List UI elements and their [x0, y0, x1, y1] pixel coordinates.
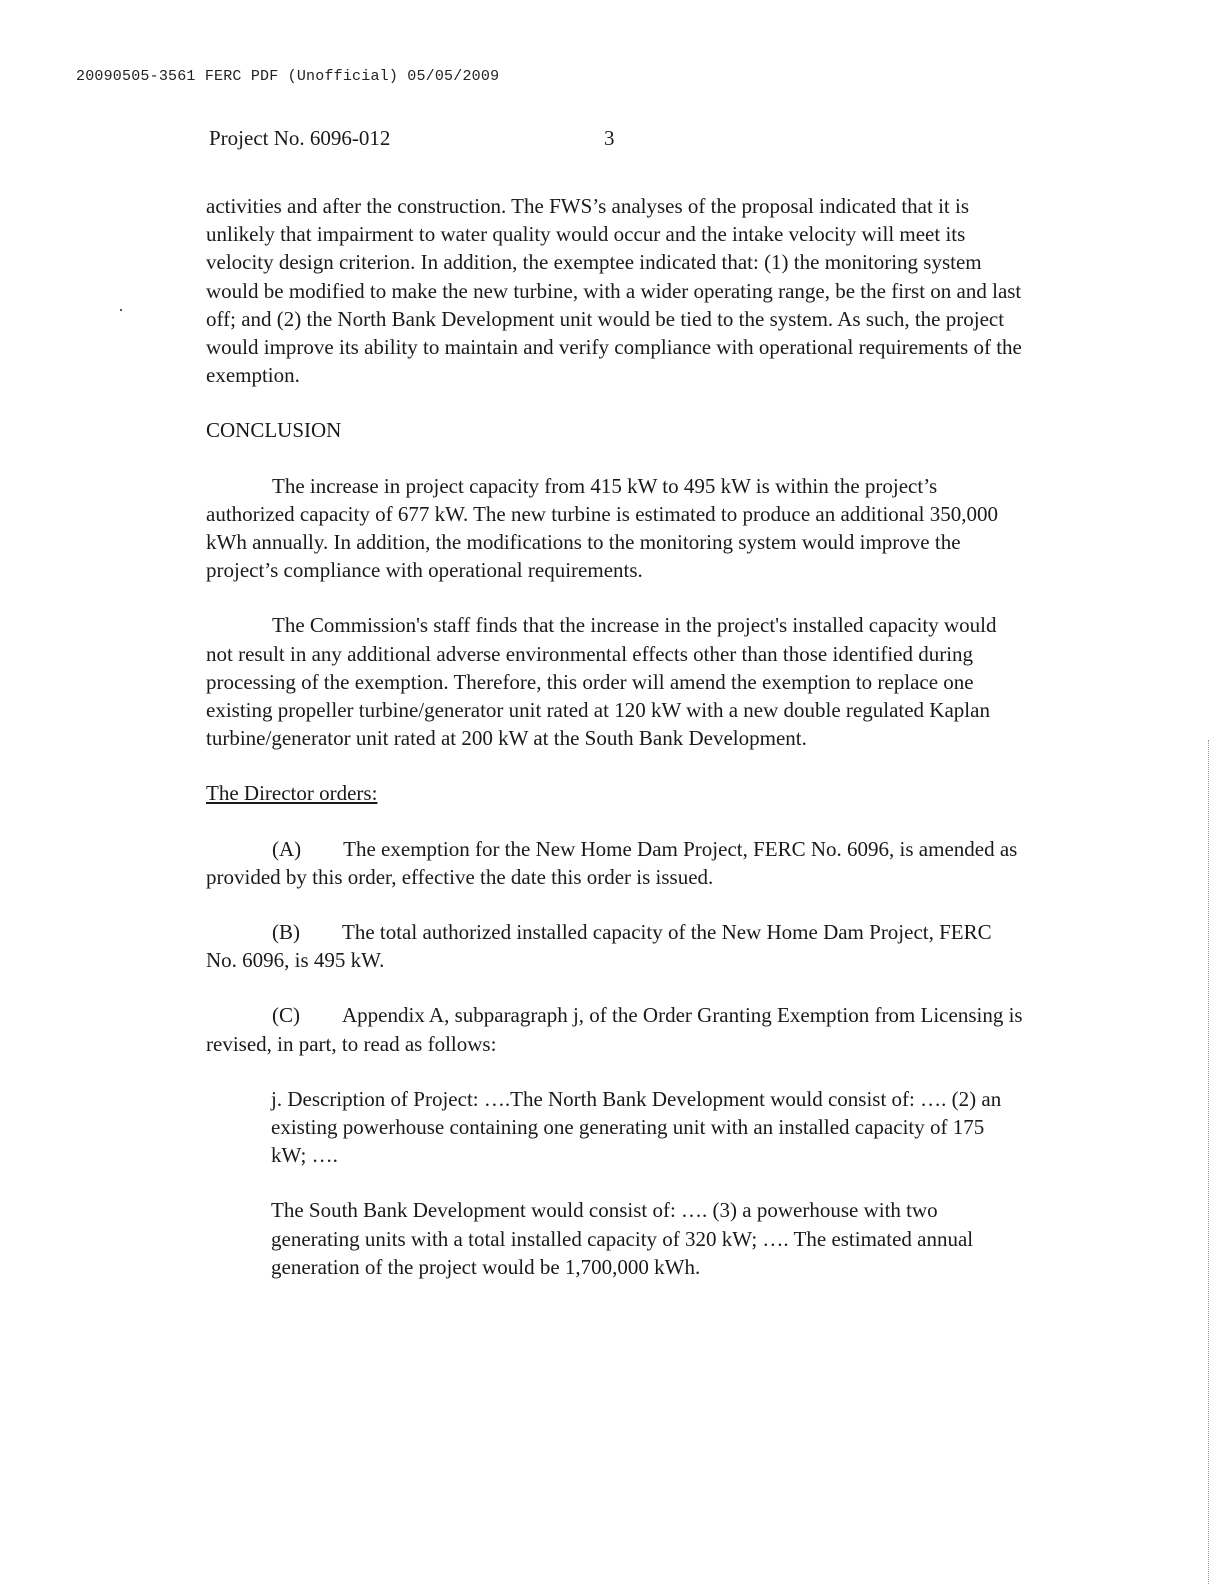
- quote-south-bank: The South Bank Development would consist of: …. (3) a powerhouse with two generating units with a total installed capacity of 320 kW; …. The estimated annual generation of the project would be 1,700,000 kWh.: [271, 1198, 974, 1279]
- document-body: [206, 192, 1026, 1281]
- scan-edge-line: [1208, 740, 1210, 1584]
- conclusion-heading: CONCLUSION: [206, 418, 342, 443]
- page-header: [209, 126, 629, 151]
- order-c: (C) Appendix A, subparagraph j, of the Order Granting Exemption from Licensing is revised, in part, to read as follows:: [206, 1003, 1023, 1056]
- page-number: 3: [604, 126, 615, 150]
- paragraph-findings: The Commission's staff finds that the increase in the project's installed capacity would not result in any additional adverse environmental effects other than those identified during processing of the exemption. Therefore, this order will amend the exemption to replace one existing propeller turbine/generator unit rated at 120 kW with a new double regulated Kaplan turbine/generator unit rated at 200 kW at the South Bank Development.: [206, 613, 997, 751]
- paragraph-capacity: The increase in project capacity from 415 kW to 495 kW is within the project’s authorized capacity of 677 kW. The new turbine is estimated to produce an additional 350,000 kWh annually. In addition, the modifications to the monitoring system would improve the project’s compliance with operational requirements.: [206, 473, 998, 583]
- orders-heading: The Director orders:: [206, 781, 378, 806]
- scan-speck: [120, 309, 122, 311]
- order-a: (A) The exemption for the New Home Dam Project, FERC No. 6096, is amended as provided by this order, effective the date this order is issued.: [206, 836, 1018, 889]
- order-b: (B) The total authorized installed capacity of the New Home Dam Project, FERC No. 6096, is 495 kW.: [206, 920, 992, 973]
- project-number: Project No. 6096-012: [209, 126, 391, 150]
- quote-north-bank: j. Description of Project: ….The North Bank Development would consist of: …. (2) an existing powerhouse containing one generating unit with an installed capacity of 175 kW; ….: [271, 1086, 1002, 1168]
- paragraph-continuation: activities and after the construction. The FWS’s analyses of the proposal indicated that it is unlikely that impairment to water quality would occur and the intake velocity will meet its velocity design criterion. In addition, the exemptee indicated that: (1) the monitoring system would be modified to make the new turbine, with a wider operating range, be the first on and last off; and (2) the North Bank Development unit would be tied to the system. As such, the project would improve its ability to maintain and verify compliance with operational requirements of the exemption.: [206, 194, 1022, 388]
- filing-stamp: 20090505-3561 FERC PDF (Unofficial) 05/05/2009: [76, 68, 500, 85]
